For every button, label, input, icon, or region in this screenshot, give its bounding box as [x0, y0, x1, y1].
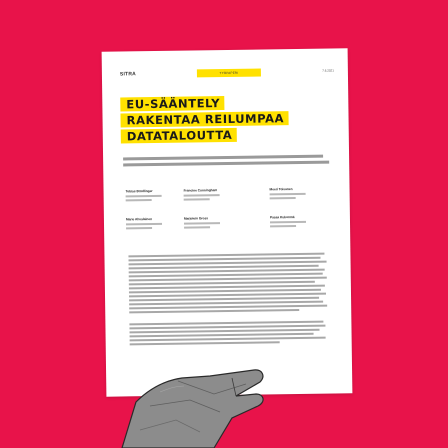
author-name: Pasaa Kukonmä	[269, 215, 295, 220]
author-name: Marjolein Gross	[183, 216, 209, 221]
author-card	[126, 189, 174, 202]
author-card	[270, 215, 318, 228]
author-name: Meeri Toivanen	[269, 187, 293, 192]
document-date: 7.6.2021	[322, 68, 334, 73]
title-line-2: RAKENTAA REILUMPAA	[120, 111, 288, 127]
title-line-3: DATATALOUTTA	[121, 128, 237, 144]
author-card	[270, 187, 318, 200]
lead-paragraph	[102, 48, 348, 51]
document-type-tag: TYÖPAPERI	[197, 69, 261, 78]
body-text	[102, 48, 348, 51]
author-name: Francine Cunningham	[183, 188, 218, 193]
author-card	[126, 217, 174, 230]
document-page	[102, 48, 353, 396]
title-line-1: EU-SÄÄNTELY	[120, 96, 224, 111]
author-card	[184, 188, 232, 201]
author-name: Marie Ahvalainen	[125, 217, 153, 222]
author-card	[184, 216, 232, 229]
author-name: Tobias Brödlinger	[125, 189, 153, 194]
publisher-logo: SITRA	[119, 71, 136, 78]
